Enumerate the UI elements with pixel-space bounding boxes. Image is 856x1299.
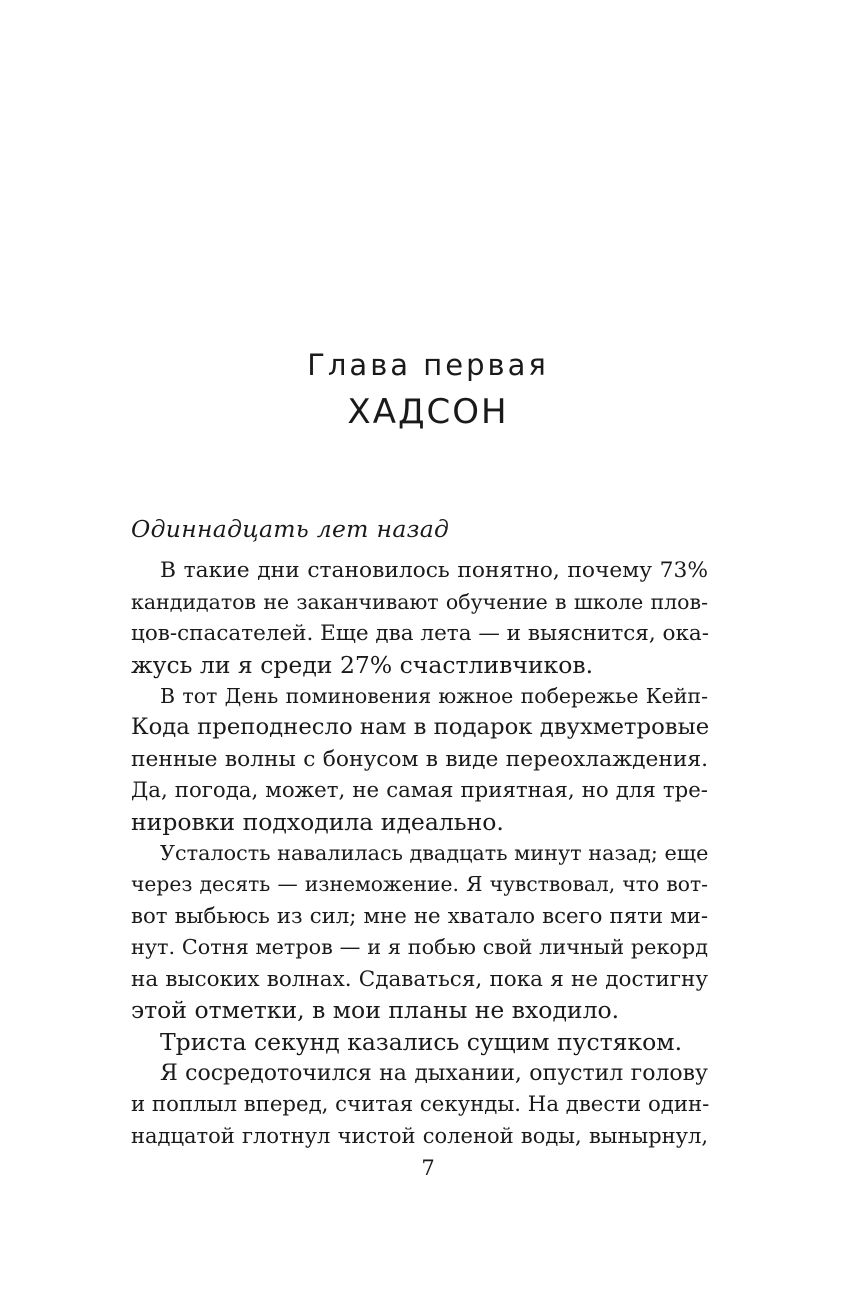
text-line: Я сосредоточился на дыхании, опустил голову (160, 1060, 708, 1086)
text-line: этой отметки, в мои планы не входило. (131, 996, 620, 1025)
paragraph-4 (102, 1027, 708, 1058)
text-line: В такие дни становилось понятно, почему 73% (160, 558, 708, 584)
chapter-title: ХАДСОН (347, 392, 509, 432)
text-line: и поплыл вперед, считая секунды. На двести один- (131, 1092, 710, 1118)
text-line: пенные волны с бонусом в виде переохлаждения. (131, 746, 708, 772)
text-line: Усталость навалилась двадцать минут назад; еще (160, 841, 709, 866)
paragraph-2 (102, 681, 708, 838)
text-line: жусь ли я среди 27% счастливчиков. (131, 650, 594, 679)
text-line: В тот День поминовения южное побережье Кейп- (160, 684, 708, 709)
text-line: через десять — изнеможение. Я чувствовал, что вот- (131, 872, 708, 897)
text-line: надцатой глотнул чистой соленой воды, вынырнул, (131, 1123, 708, 1148)
text-line: Кода преподнесло нам в подарок двухметровые (131, 714, 710, 741)
epigraph: Одиннадцать лет назад (131, 515, 450, 543)
text-line: цов-спасателей. Еще два лета — и выяснится, ока- (131, 621, 709, 647)
page-number: 7 (421, 1156, 435, 1180)
paragraph-5 (102, 1058, 708, 1152)
text-line: вот выбьюсь из сил; мне не хватало всего пяти ми- (131, 903, 708, 929)
paragraph-3 (102, 838, 708, 1026)
text-line: нут. Сотня метров — и я побью свой личный рекорд (131, 935, 708, 960)
text-line: нировки подходила идеально. (131, 807, 504, 836)
body-text (102, 514, 708, 1152)
chapter-label: Глава первая (307, 348, 549, 382)
text-line: кандидатов не заканчивают обучение в школе плов- (131, 589, 708, 614)
text-line: Да, погода, может, не самая приятная, но для тре- (131, 778, 708, 804)
paragraph-1 (102, 555, 708, 681)
text-line: Триста секунд казались сущим пустяком. (160, 1027, 683, 1056)
text-line: на высоких волнах. Сдаваться, пока я не достигну (131, 966, 708, 992)
